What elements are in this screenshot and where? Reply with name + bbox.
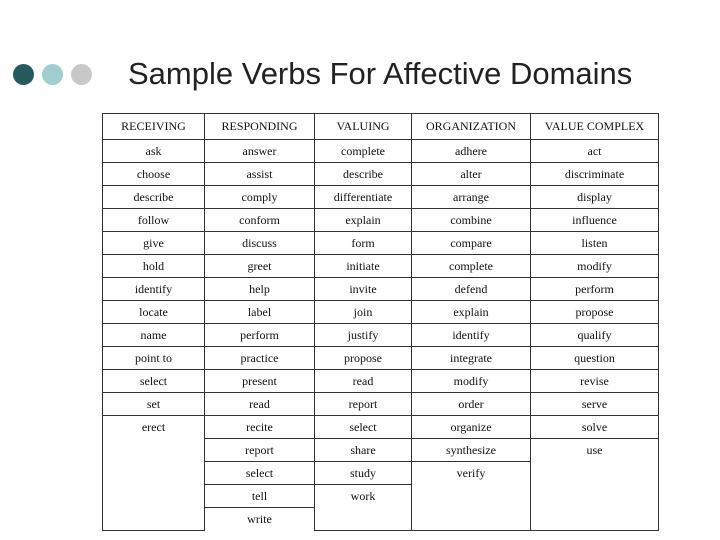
table-cell: perform <box>205 324 315 347</box>
table-cell: serve <box>531 393 659 416</box>
table-cell: answer <box>205 140 315 163</box>
table-cell: work <box>315 485 412 508</box>
table-row <box>103 462 659 485</box>
table-cell: label <box>205 301 315 324</box>
table-cell: read <box>205 393 315 416</box>
table-cell: defend <box>412 278 531 301</box>
table-cell: locate <box>103 301 205 324</box>
header-row <box>103 114 659 140</box>
table-cell: modify <box>412 370 531 393</box>
table-cell: select <box>205 462 315 485</box>
table-cell: adhere <box>412 140 531 163</box>
table-cell: present <box>205 370 315 393</box>
table-cell: verify <box>412 462 531 485</box>
table-cell: report <box>315 393 412 416</box>
table-cell: qualify <box>531 324 659 347</box>
table-cell: arrange <box>412 186 531 209</box>
table-cell: organize <box>412 416 531 439</box>
table-row <box>103 508 659 531</box>
table-cell: initiate <box>315 255 412 278</box>
table-cell: modify <box>531 255 659 278</box>
table-row <box>103 370 659 393</box>
table-cell: study <box>315 462 412 485</box>
table-cell: invite <box>315 278 412 301</box>
table-cell: order <box>412 393 531 416</box>
page-title: Sample Verbs For Affective Domains <box>128 56 633 91</box>
table-cell <box>315 508 412 531</box>
table-cell: compare <box>412 232 531 255</box>
header-valuing: VALUING <box>315 114 412 140</box>
table-cell: alter <box>412 163 531 186</box>
header-receiving: RECEIVING <box>103 114 205 140</box>
verbs-table <box>102 113 659 531</box>
dot-grey <box>71 64 92 85</box>
table-cell: practice <box>205 347 315 370</box>
table-row <box>103 393 659 416</box>
table-cell: explain <box>412 301 531 324</box>
table-cell: read <box>315 370 412 393</box>
table-row <box>103 209 659 232</box>
table-cell: select <box>103 370 205 393</box>
table-cell: describe <box>315 163 412 186</box>
table-cell: display <box>531 186 659 209</box>
table-cell: explain <box>315 209 412 232</box>
table-cell: justify <box>315 324 412 347</box>
table-cell: revise <box>531 370 659 393</box>
table-cell: identify <box>103 278 205 301</box>
table-cell: write <box>205 508 315 531</box>
table-cell: erect <box>103 416 205 439</box>
table-cell: set <box>103 393 205 416</box>
table-row <box>103 324 659 347</box>
table-cell: combine <box>412 209 531 232</box>
table-cell: act <box>531 140 659 163</box>
table-cell <box>103 462 205 485</box>
table-cell: question <box>531 347 659 370</box>
table-cell <box>412 485 531 508</box>
table-cell: help <box>205 278 315 301</box>
table-cell: choose <box>103 163 205 186</box>
table-cell: give <box>103 232 205 255</box>
table-cell: identify <box>412 324 531 347</box>
table-cell: synthesize <box>412 439 531 462</box>
table-cell: greet <box>205 255 315 278</box>
dot-teal <box>42 64 63 85</box>
table-row <box>103 278 659 301</box>
table-cell: differentiate <box>315 186 412 209</box>
table-cell: solve <box>531 416 659 439</box>
table-cell: ask <box>103 140 205 163</box>
table-row <box>103 416 659 439</box>
table-cell: share <box>315 439 412 462</box>
table-cell <box>412 508 531 531</box>
table-cell: propose <box>315 347 412 370</box>
table-cell <box>103 439 205 462</box>
table-cell: hold <box>103 255 205 278</box>
header-value-complex: VALUE COMPLEX <box>531 114 659 140</box>
table-row <box>103 301 659 324</box>
table-cell: propose <box>531 301 659 324</box>
table-row <box>103 186 659 209</box>
table-cell: perform <box>531 278 659 301</box>
table-row <box>103 163 659 186</box>
table-cell <box>103 508 205 531</box>
table-cell: complete <box>315 140 412 163</box>
table-cell: use <box>531 439 659 462</box>
table-cell: report <box>205 439 315 462</box>
table-cell: select <box>315 416 412 439</box>
table-row <box>103 232 659 255</box>
table-cell: describe <box>103 186 205 209</box>
table-row <box>103 439 659 462</box>
table-cell: form <box>315 232 412 255</box>
table-cell <box>531 508 659 531</box>
table-row <box>103 140 659 163</box>
table-row <box>103 485 659 508</box>
table-cell: complete <box>412 255 531 278</box>
header-organization: ORGANIZATION <box>412 114 531 140</box>
dot-dark <box>13 64 34 85</box>
table-row <box>103 347 659 370</box>
table-cell: tell <box>205 485 315 508</box>
table-cell: name <box>103 324 205 347</box>
table-cell: influence <box>531 209 659 232</box>
table-cell <box>103 485 205 508</box>
table-cell: listen <box>531 232 659 255</box>
table-cell: join <box>315 301 412 324</box>
table-cell: assist <box>205 163 315 186</box>
table-cell: recite <box>205 416 315 439</box>
table-cell <box>531 462 659 485</box>
table-cell: point to <box>103 347 205 370</box>
table-cell: integrate <box>412 347 531 370</box>
header-responding: RESPONDING <box>205 114 315 140</box>
table-cell <box>531 485 659 508</box>
table-cell: discriminate <box>531 163 659 186</box>
table-cell: discuss <box>205 232 315 255</box>
table-cell: comply <box>205 186 315 209</box>
table-cell: conform <box>205 209 315 232</box>
table-cell: follow <box>103 209 205 232</box>
table-row <box>103 255 659 278</box>
